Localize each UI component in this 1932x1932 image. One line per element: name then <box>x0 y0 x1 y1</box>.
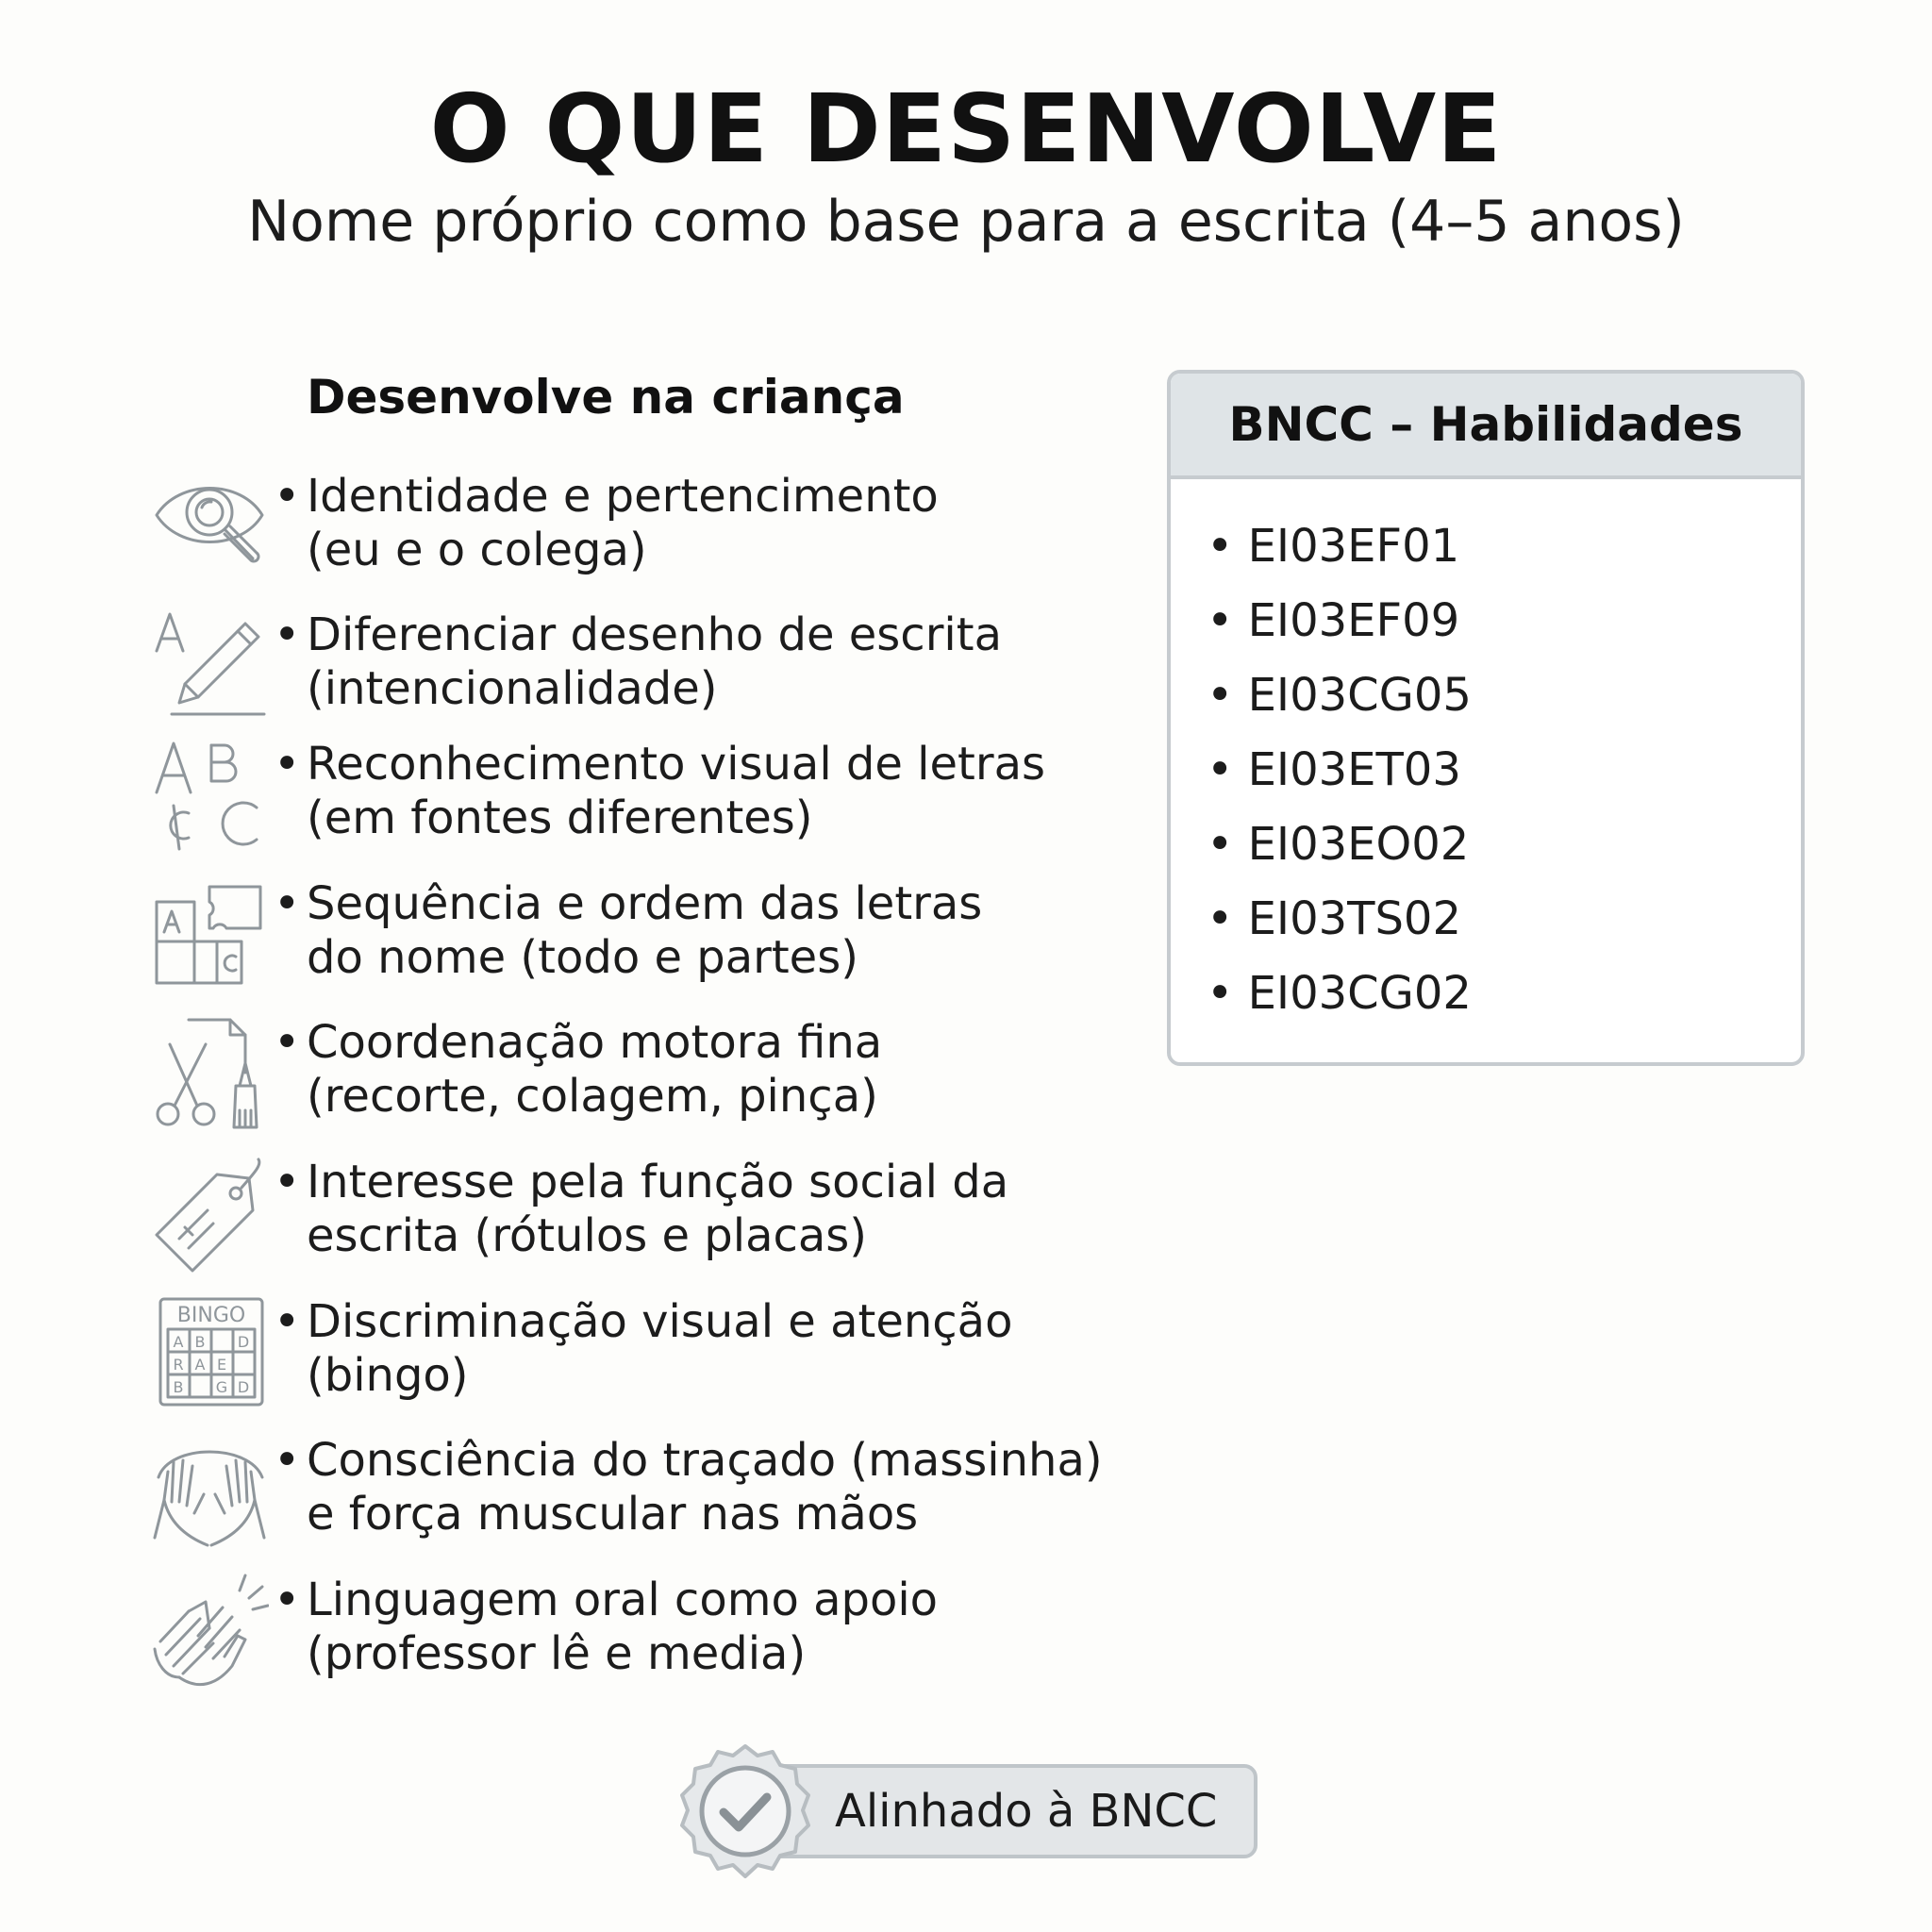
list-item: • Linguagem oral como apoio (professor lê e media) <box>151 1574 1170 1706</box>
list-item: • Reconhecimento visual de letras (em fontes diferentes) <box>151 738 1170 870</box>
svg-text:R: R <box>173 1356 184 1374</box>
list-item: BINGO A B D R A E B G D • Discriminação visual e atenção (bingo) <box>151 1295 1170 1427</box>
bingo-card-icon <box>151 1295 269 1413</box>
badge-label: Alinhado à BNCC <box>835 1785 1218 1838</box>
bncc-code: • EI03TS02 <box>1207 882 1801 957</box>
pencil-letter-icon <box>151 608 269 726</box>
bncc-code: • EI03CG05 <box>1207 658 1801 733</box>
page-title: O QUE DESENVOLVE <box>429 74 1503 184</box>
list-item: • Coordenação motora fina (recorte, colagem, pinça) <box>151 1016 1170 1148</box>
list-item: • Consciência do traçado (massinha) e força muscular nas mãos <box>151 1434 1170 1566</box>
list-item: • Diferenciar desenho de escrita (intencionalidade) <box>151 608 1170 741</box>
bncc-code: • EI03EF09 <box>1207 584 1801 658</box>
eye-magnifier-icon <box>151 470 269 588</box>
bncc-code: • EI03ET03 <box>1207 733 1801 808</box>
svg-text:A: A <box>194 1356 206 1374</box>
bncc-code: • EI03EF01 <box>1207 509 1801 584</box>
tag-label-icon <box>151 1156 269 1274</box>
left-heading: Desenvolve na criança <box>307 370 905 425</box>
bncc-code: • EI03CG02 <box>1207 957 1801 1031</box>
list-item: • Identidade e pertencimento (eu e o colega) <box>151 470 1170 602</box>
list-item: • Sequência e ordem das letras do nome (todo e partes) <box>151 877 1170 1009</box>
svg-text:E: E <box>216 1356 227 1374</box>
clapping-hands-icon <box>151 1574 269 1691</box>
svg-text:B: B <box>173 1378 184 1396</box>
scissors-glue-icon <box>151 1016 269 1134</box>
svg-text:D: D <box>237 1333 250 1351</box>
bncc-panel <box>1167 370 1805 1066</box>
page-subtitle: Nome próprio como base para a escrita (4–5 anos) <box>247 189 1685 255</box>
svg-text:BINGO: BINGO <box>176 1304 246 1327</box>
svg-text:G: G <box>215 1378 228 1396</box>
svg-text:D: D <box>237 1378 250 1396</box>
puzzle-icon <box>151 877 269 995</box>
check-seal-icon <box>675 1740 816 1882</box>
list-item: • Interesse pela função social da escrita (rótulos e placas) <box>151 1156 1170 1288</box>
bncc-code: • EI03EO02 <box>1207 808 1801 882</box>
hands-dough-icon <box>151 1434 269 1552</box>
svg-text:A: A <box>173 1333 184 1351</box>
bncc-badge <box>684 1764 1255 1858</box>
svg-text:B: B <box>194 1333 206 1351</box>
abc-letters-icon <box>151 738 269 856</box>
bncc-heading: BNCC – Habilidades <box>1171 374 1801 479</box>
bncc-code-list <box>1171 479 1801 1031</box>
